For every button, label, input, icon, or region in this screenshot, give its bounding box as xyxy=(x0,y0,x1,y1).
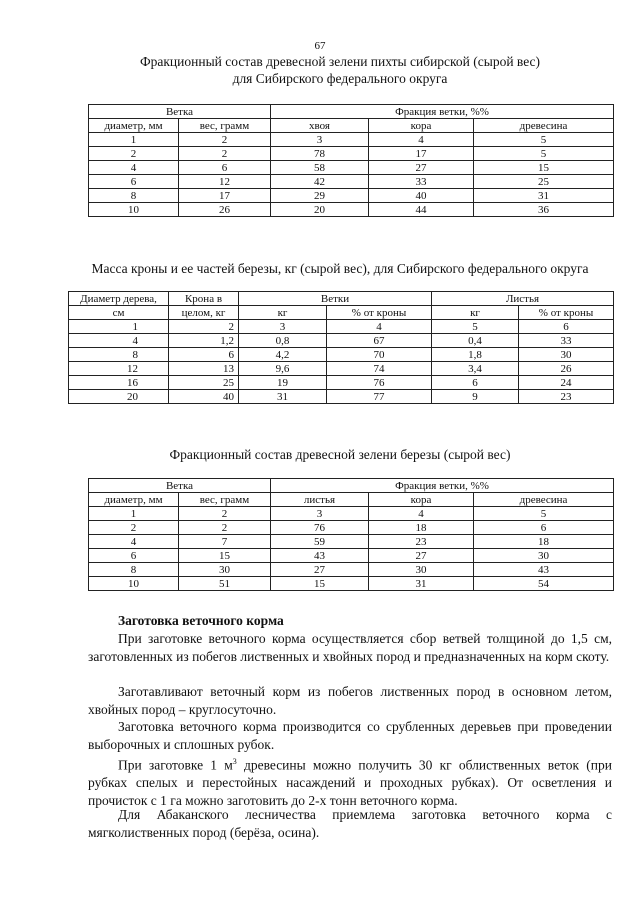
table3-header-cell: листья xyxy=(271,493,369,507)
table-cell: 8 xyxy=(89,189,179,203)
table-cell: 26 xyxy=(519,362,614,376)
table-cell: 31 xyxy=(369,577,474,591)
table-row xyxy=(89,521,614,535)
table-cell: 43 xyxy=(474,563,614,577)
table1-header-cell: кора xyxy=(369,119,474,133)
table-cell: 6 xyxy=(169,348,239,362)
section-heading: Заготовка веточного корма xyxy=(118,613,284,628)
table-cell: 30 xyxy=(474,549,614,563)
table-cell: 1,8 xyxy=(432,348,519,362)
table2-subheader-cell: кг xyxy=(432,306,519,320)
table-cell: 54 xyxy=(474,577,614,591)
table-cell: 29 xyxy=(271,189,369,203)
table-cell: 0,4 xyxy=(432,334,519,348)
table-cell: 25 xyxy=(169,376,239,390)
table-cell: 13 xyxy=(169,362,239,376)
table-cell: 5 xyxy=(432,320,519,334)
table1-group-fraction: Фракция ветки, %% xyxy=(271,105,614,119)
table-cell: 2 xyxy=(179,507,271,521)
table-cell: 25 xyxy=(474,175,614,189)
paragraph-4 xyxy=(88,753,612,809)
table-row xyxy=(89,147,614,161)
table2-subheader-cell: кг xyxy=(239,306,327,320)
table-cell: 1,2 xyxy=(169,334,239,348)
table-cell: 3 xyxy=(271,507,369,521)
table-cell: 0,8 xyxy=(239,334,327,348)
table-cell: 19 xyxy=(239,376,327,390)
table-cell: 3 xyxy=(239,320,327,334)
table-row xyxy=(69,320,614,334)
table-cell: 5 xyxy=(474,507,614,521)
table-cell: 4 xyxy=(89,161,179,175)
table-cell: 42 xyxy=(271,175,369,189)
table-cell: 4 xyxy=(69,334,169,348)
table-cell: 10 xyxy=(89,203,179,217)
table-row xyxy=(69,348,614,362)
table-cell: 70 xyxy=(327,348,432,362)
table-cell: 4 xyxy=(327,320,432,334)
table-row xyxy=(69,390,614,404)
paragraph-3: Заготовка веточного корма производится со срубленных деревьев при проведении выборочных и сплошных рубок. xyxy=(88,719,612,752)
table-cell: 2 xyxy=(179,147,271,161)
table-cell: 9 xyxy=(432,390,519,404)
table-cell: 40 xyxy=(369,189,474,203)
table-cell: 36 xyxy=(474,203,614,217)
table-row xyxy=(89,549,614,563)
table-cell: 40 xyxy=(169,390,239,404)
table-cell: 7 xyxy=(179,535,271,549)
table2-head-diameter-1: Диаметр дерева, xyxy=(69,292,169,306)
table1-header-cell: хвоя xyxy=(271,119,369,133)
page-number: 67 xyxy=(314,40,326,52)
table-cell: 2 xyxy=(179,521,271,535)
table3-title: Фракционный состав древесной зелени березы (сырой вес) xyxy=(169,447,511,462)
table-row xyxy=(89,161,614,175)
table1-title-line1: Фракционный состав древесной зелени пихты сибирской (сырой вес) xyxy=(139,54,541,69)
table-cell: 2 xyxy=(169,320,239,334)
table-row xyxy=(89,563,614,577)
table-row xyxy=(89,133,614,147)
table3-header-cell: диаметр, мм xyxy=(89,493,179,507)
paragraph-2: Заготавливают веточный корм из побегов лиственных пород в основном летом, хвойных пород – круглосуточно. xyxy=(88,684,612,717)
table-cell: 30 xyxy=(519,348,614,362)
table-cell: 30 xyxy=(369,563,474,577)
table-cell: 74 xyxy=(327,362,432,376)
table-cell: 44 xyxy=(369,203,474,217)
table-cell: 8 xyxy=(69,348,169,362)
table-cell: 6 xyxy=(89,549,179,563)
table-cell: 6 xyxy=(432,376,519,390)
table-cell: 1 xyxy=(69,320,169,334)
table3-group-fraction: Фракция ветки, %% xyxy=(271,479,614,493)
table-cell: 3 xyxy=(271,133,369,147)
table3-header-row xyxy=(89,493,614,507)
table2 xyxy=(68,291,614,404)
table-cell: 5 xyxy=(474,147,614,161)
table-cell: 76 xyxy=(271,521,369,535)
table1-header-cell: вес, грамм xyxy=(179,119,271,133)
paragraph-4-part-a: При заготовке 1 м xyxy=(118,757,233,773)
table-cell: 1 xyxy=(89,133,179,147)
table-cell: 3,4 xyxy=(432,362,519,376)
table-cell: 17 xyxy=(369,147,474,161)
table3-header-cell: кора xyxy=(369,493,474,507)
table-cell: 27 xyxy=(271,563,369,577)
table-row xyxy=(89,507,614,521)
table2-head-crown-2: целом, кг xyxy=(169,306,239,320)
table-cell: 4 xyxy=(89,535,179,549)
table2-subheader-cell: % от кроны xyxy=(327,306,432,320)
table1-title-line2: для Сибирского федерального округа xyxy=(232,71,448,86)
table3 xyxy=(88,478,614,591)
table-cell: 15 xyxy=(271,577,369,591)
table-cell: 4 xyxy=(369,507,474,521)
table-cell: 6 xyxy=(179,161,271,175)
table-cell: 12 xyxy=(69,362,169,376)
table-row xyxy=(89,189,614,203)
table-cell: 2 xyxy=(89,147,179,161)
table-row xyxy=(69,376,614,390)
table-cell: 33 xyxy=(519,334,614,348)
table-cell: 30 xyxy=(179,563,271,577)
table-row xyxy=(69,334,614,348)
table-cell: 59 xyxy=(271,535,369,549)
table3-group-branch: Ветка xyxy=(89,479,271,493)
paragraph-1: При заготовке веточного корма осуществляется сбор ветвей толщиной до 1,5 см, заготовленных из побегов лиственных и хвойных пород и предназначенных на корм скоту. xyxy=(88,631,612,664)
table2-head-leaves: Листья xyxy=(432,292,614,306)
table-cell: 67 xyxy=(327,334,432,348)
table-cell: 9,6 xyxy=(239,362,327,376)
table-cell: 5 xyxy=(474,133,614,147)
table1-header-row xyxy=(89,119,614,133)
table-cell: 8 xyxy=(89,563,179,577)
table-cell: 6 xyxy=(474,521,614,535)
table-cell: 4,2 xyxy=(239,348,327,362)
table-cell: 31 xyxy=(239,390,327,404)
table2-subheader-cell: % от кроны xyxy=(519,306,614,320)
table-cell: 27 xyxy=(369,549,474,563)
table-cell: 26 xyxy=(179,203,271,217)
table3-header-cell: вес, грамм xyxy=(179,493,271,507)
table-cell: 1 xyxy=(89,507,179,521)
table1-header-cell: древесина xyxy=(474,119,614,133)
table-cell: 15 xyxy=(474,161,614,175)
table-cell: 23 xyxy=(369,535,474,549)
table-row xyxy=(69,362,614,376)
table-cell: 20 xyxy=(271,203,369,217)
table-cell: 15 xyxy=(179,549,271,563)
table-row xyxy=(89,577,614,591)
table-cell: 58 xyxy=(271,161,369,175)
table1 xyxy=(88,104,614,217)
table2-head-diameter-2: см xyxy=(69,306,169,320)
table-cell: 33 xyxy=(369,175,474,189)
table1-header-cell: диаметр, мм xyxy=(89,119,179,133)
table-cell: 76 xyxy=(327,376,432,390)
table-cell: 6 xyxy=(89,175,179,189)
paragraph-5: Для Абаканского лесничества приемлема заготовка веточного корма с мягколиственных пород (берёза, осина). xyxy=(88,807,612,840)
table2-head-branches: Ветки xyxy=(239,292,432,306)
table-row xyxy=(89,535,614,549)
table-cell: 2 xyxy=(89,521,179,535)
table-cell: 12 xyxy=(179,175,271,189)
table-cell: 77 xyxy=(327,390,432,404)
paragraph-4-part-b: древесины можно получить 30 кг облиственных веток (при рубках спелых и перестойных насаждений и проходных рубках). От осветления и прочисток с 1 га можно заготовить до 2-х тонн веточного корма. xyxy=(88,757,612,808)
table-row xyxy=(89,175,614,189)
table-cell: 4 xyxy=(369,133,474,147)
table-cell: 17 xyxy=(179,189,271,203)
table-cell: 31 xyxy=(474,189,614,203)
table-cell: 2 xyxy=(179,133,271,147)
cubic-superscript: 3 xyxy=(232,757,237,766)
table3-header-cell: древесина xyxy=(474,493,614,507)
table1-group-branch: Ветка xyxy=(89,105,271,119)
table-cell: 10 xyxy=(89,577,179,591)
table-row xyxy=(89,203,614,217)
table-cell: 20 xyxy=(69,390,169,404)
table-cell: 6 xyxy=(519,320,614,334)
table-cell: 51 xyxy=(179,577,271,591)
table-cell: 24 xyxy=(519,376,614,390)
table-cell: 27 xyxy=(369,161,474,175)
table-cell: 78 xyxy=(271,147,369,161)
table-cell: 18 xyxy=(369,521,474,535)
table-cell: 18 xyxy=(474,535,614,549)
table-cell: 23 xyxy=(519,390,614,404)
table-cell: 43 xyxy=(271,549,369,563)
table-cell: 16 xyxy=(69,376,169,390)
table2-head-crown-1: Крона в xyxy=(169,292,239,306)
table2-title: Масса кроны и ее частей березы, кг (сырой вес), для Сибирского федерального округа xyxy=(91,261,589,276)
